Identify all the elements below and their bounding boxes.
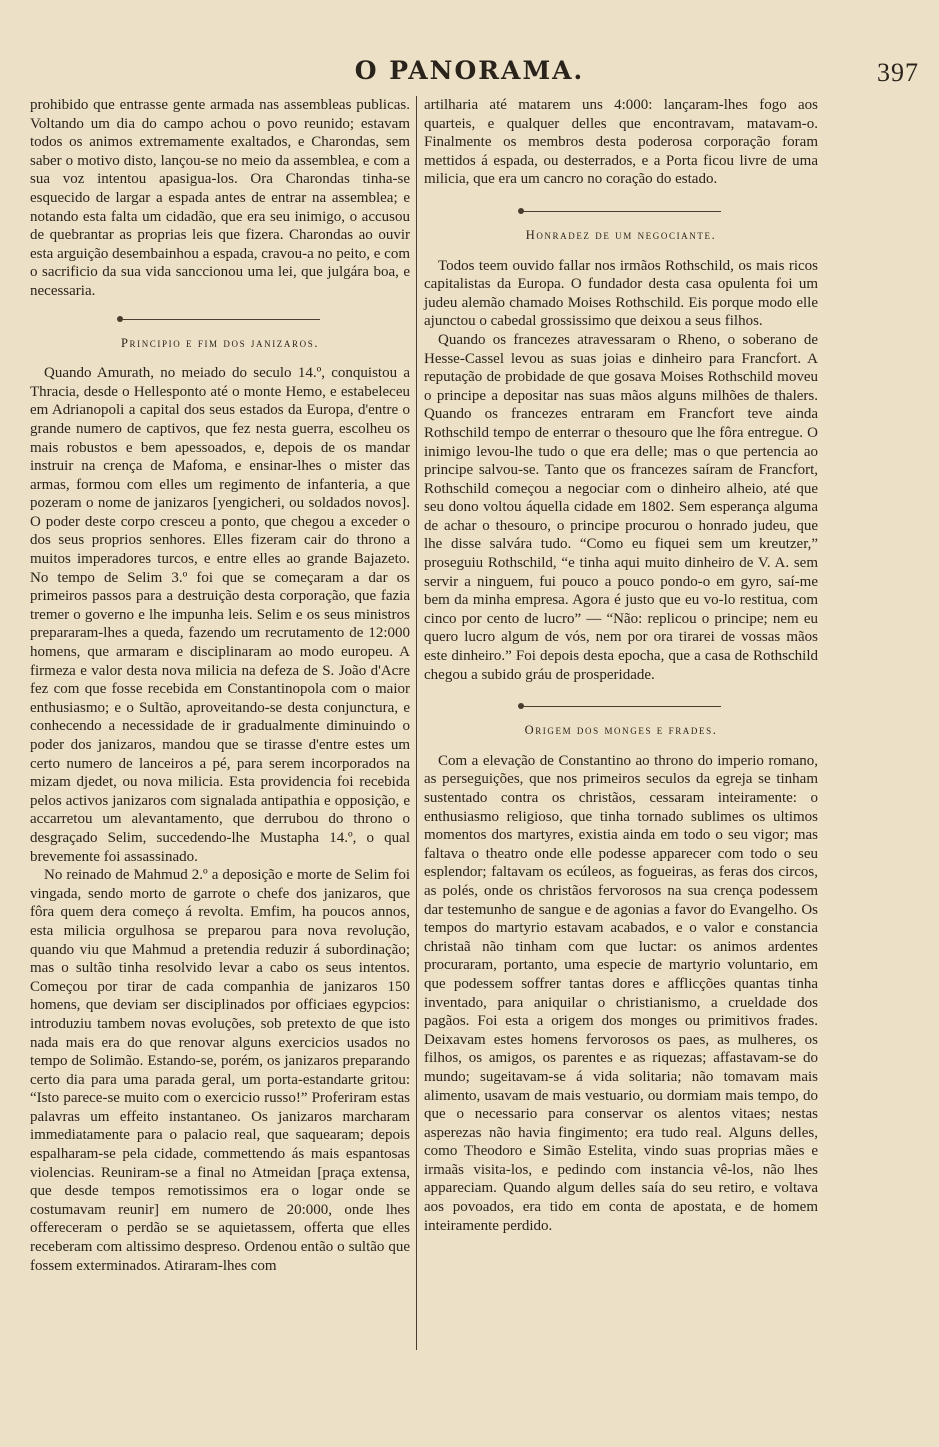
page-number: 397	[877, 58, 919, 87]
monges-paragraph-1: Com a elevação de Constantino ao throno do imperio romano, as perseguições, que nos primeiros seculos da egreja se tinham sustentado contra os christãos, cessaram inteiramente: o enthusiasmo religioso, que tinha tornado sublimes os ultimos momentos dos martyres, existia ainda em todo o seu vigor; mas faltava o theatro onde elle podesse apparecer com todo o seu esplendor; faltavam os ecúleos, as fogueiras, as feras dos circos, as polés, onde os christãos fervorosos na sua crença podessem dar testemunho de sangue e de agonias a favor do Evangelho. Os tempos do martyrio estavam acabados, e o valor e constancia christaã não tinham com que luctar: os animos ardentes procuraram, portanto, uma especie de martyrio voluntario, em que podessem soffrer tantas dores e afflicções quantas tinha inventado, para aniquilar o christianismo, a crueldade dos pagãos. Foi esta a origem dos monges ou primitivos frades. Deixavam estes homens fervorosos os paes, as mulheres, os filhos, os amigos, os parentes e as riquezas; affastavam-se do mundo; sugeitavam-se á vida solitaria; não tomavam mais alimento, usavam de mais vestuario, ou dormiam mais tempo, do que o necessario para conservar os alentos vitaes; nestas asperezas não havia fingimento; era tudo real. Alguns delles, como Theodoro e Simão Estelita, vindo suas proprias mães e irmaãs visita-los, e pedindo com instancia vê-los, não lhes appareciam. Quando algum delles saía do seu retiro, e voltava aos povoados, era tido em conta de apostata, e de homem inteiramente perdido.	[424, 752, 818, 1234]
left-column	[30, 96, 410, 1275]
section-title-rothschild: Honradez de um negociante.	[525, 227, 717, 242]
article-continuation: prohibido que entrasse gente armada nas assembleas publicas. Voltando um dia do campo achou o povo reunido; estavam todos os animos extremamente exaltados, e Charondas, sem saber o motivo disto, lançou-se no meio da assemblea, e com a sua voz intentou apasigua-los. Ora Charondas tinha-se esquecido de largar a espada antes de entrar na assemblea; e notando esta falta um cidadão, que era seu inimigo, o accusou de quebrantar as proprias leis que fizera. Charondas ao ouvir esta arguição desembainhou a espada, cravou-a no peito, e com o sacrificio da sua vida sanccionou uma lei, que julgára boa, e necessaria.	[30, 97, 410, 299]
section-title-monges: Origem dos monges e frades.	[524, 723, 718, 738]
publication-title: O PANORAMA.	[354, 56, 585, 85]
page-header	[0, 52, 939, 92]
right-column	[424, 96, 818, 1235]
column-divider	[416, 96, 417, 1350]
janizaros-continuation: artilharia até matarem uns 4:000: lançaram-lhes fogo aos quarteis, e qualquer delles que encontravam, matavam-o. Finalmente os membros desta poderosa corporação foram mettidos á espada, ou desterrados, e a Porta ficou livre de uma milicia, que era um cancro no coração do estado.	[424, 97, 818, 188]
janizaros-paragraph-1: Quando Amurath, no meiado do seculo 14.º, conquistou a Thracia, desde o Hellesponto até o monte Hemo, e estabeleceu em Adrianopoli a capital dos seus estados da Europa, d'entre o grande numero de captivos, que fez nesta guerra, escolheu os mais robustos e bem apessoados, e, depois de os mandar instruir na crença de Mafoma, e ensinar-lhes o mister das armas, formou com elles um regimento de infanteria, a que pozeram o nome de janizaros [yengicheri, ou soldados novos]. O poder deste corpo cresceu a ponto, que chegou a exceder o dos seus proprios senhores. Elles fizeram cair do throno a muitos imperadores turcos, e entre elles ao grande Bajazeto. No tempo de Selim 3.º foi que se começaram a dar os primeiros passos para a destruição desta corporação, que fazia tremer o governo e lhe impunha leis. Selim e os seus ministros prepararam-lhes a queda, fazendo um recrutamento de 12:000 homens, que armaram e disciplinaram ao modo europeu. A firmeza e valor desta nova milicia na defeza de S. João d'Acre fez com que fosse recebida em Constantinopola com o maior enthusiasmo; e o Sultão, aproveitando-se desta conjunctura, e conhecendo a necessidade de ir gradualmente diminuindo o poder dos janizaros, mandou que se tirasse d'entre estes um certo numero de lanceiros a pé, para serem incorporados na mizam djedet, ou nova milicia. Esta providencia foi recebida pelos activos janizaros com signalada antipathia e opposição, e accarretou um alevantamento, que derrubou do throno o desgraçado Selim, succedendo-lhe Mustapha 14.º, o qual brevemente foi assassinado.	[30, 365, 410, 865]
section-separator	[521, 211, 721, 212]
janizaros-paragraph-2: No reinado de Mahmud 2.º a deposição e morte de Selim foi vingada, sendo morto de garrote o chefe dos janizaros, que fôra quem dera começo á revolta. Emfim, ha poucos annos, esta milicia orgulhosa se preparou para nova revolução, quando viu que Mahmud a pretendia reduzir á subordinação; mas o sultão tinha resolvido levar a cabo os seus intentos. Começou por tirar de cada companhia de janizaros 150 homens, que deviam ser disciplinados por officiaes egypcios: introduziu tambem novas evoluções, sob pretexto de que isto nada mais era do que renovar alguns exercicios usados no tempo de Solimão. Estando-se, porém, os janizaros preparando certo dia para uma parada geral, um porta-estandarte gritou: “Isto parece-se muito com o exercicio russo!” Proferiram estas palavras um effeito instantaneo. Os janizaros marcharam immediatamente para o palacio real, que saquearam; depois espalharam-se pela cidade, commettendo ás mais espantosas violencias. Reuniram-se a final no Atmeidan [praça extensa, que desde tempos remotissimos era o logar onde se costumavam reunir] em numero de 20:000, onde lhes offereceram o perdão se se aquietassem, offerta que elles receberam com altissimo despreso. Ordenou então o sultão que fossem exterminados. Atiraram-lhes com	[30, 867, 410, 1274]
rothschild-paragraph-2: Quando os francezes atravessaram o Rheno, o soberano de Hesse-Cassel levou as suas joias e dinheiro para Francfort. A reputação de probidade de que gosava Moises Rothschild moveu o principe a depositar nas suas mãos alguns milhões de thalers. Quando os francezes entraram em Francfort teve ainda Rothschild tempo de enterrar o thesouro que lhe fôra entregue. O inimigo levou-lhe tudo o que era delle; mas o que pertencia ao principe salvou-se. Tanto que os francezes saíram de Francfort, Rothschild começou a negociar com o dinheiro alheio, até que seu dono voltou áquella cidade em 1802. Sem esperança alguma de achar o thesouro, o principe procurou o honrado judeu, que lhe disse salvára tudo. “Como eu fiquei sem um kreutzer,” proseguiu Rothschild, “e tinha aqui muito dinheiro de V. A. sem servir a ninguem, fui pouco a pouco pondo-o em gyro, saí-me bem da minha empresa. Agora é justo que eu vo-lo restitua, com cinco por cento de lucro” — “Não: replicou o principe; nem eu quero lucro algum de vós, nem por ora tirarei de vossas mãos este dinheiro.” Foi depois desta epocha, que a casa de Rothschild chegou a subido gráu de prosperidade.	[424, 331, 818, 683]
section-separator	[521, 706, 721, 707]
section-title-janizaros: Principio e fim dos janizaros.	[120, 335, 320, 350]
rothschild-paragraph-1: Todos teem ouvido fallar nos irmãos Rothschild, os mais ricos capitalistas da Europa. O fundador desta casa opulenta foi um judeu alemão chamado Moises Rothschild. Eis porque modo elle ajunctou o cabedal grossissimo que deixou a seus filhos.	[424, 257, 818, 330]
section-separator	[120, 319, 320, 320]
